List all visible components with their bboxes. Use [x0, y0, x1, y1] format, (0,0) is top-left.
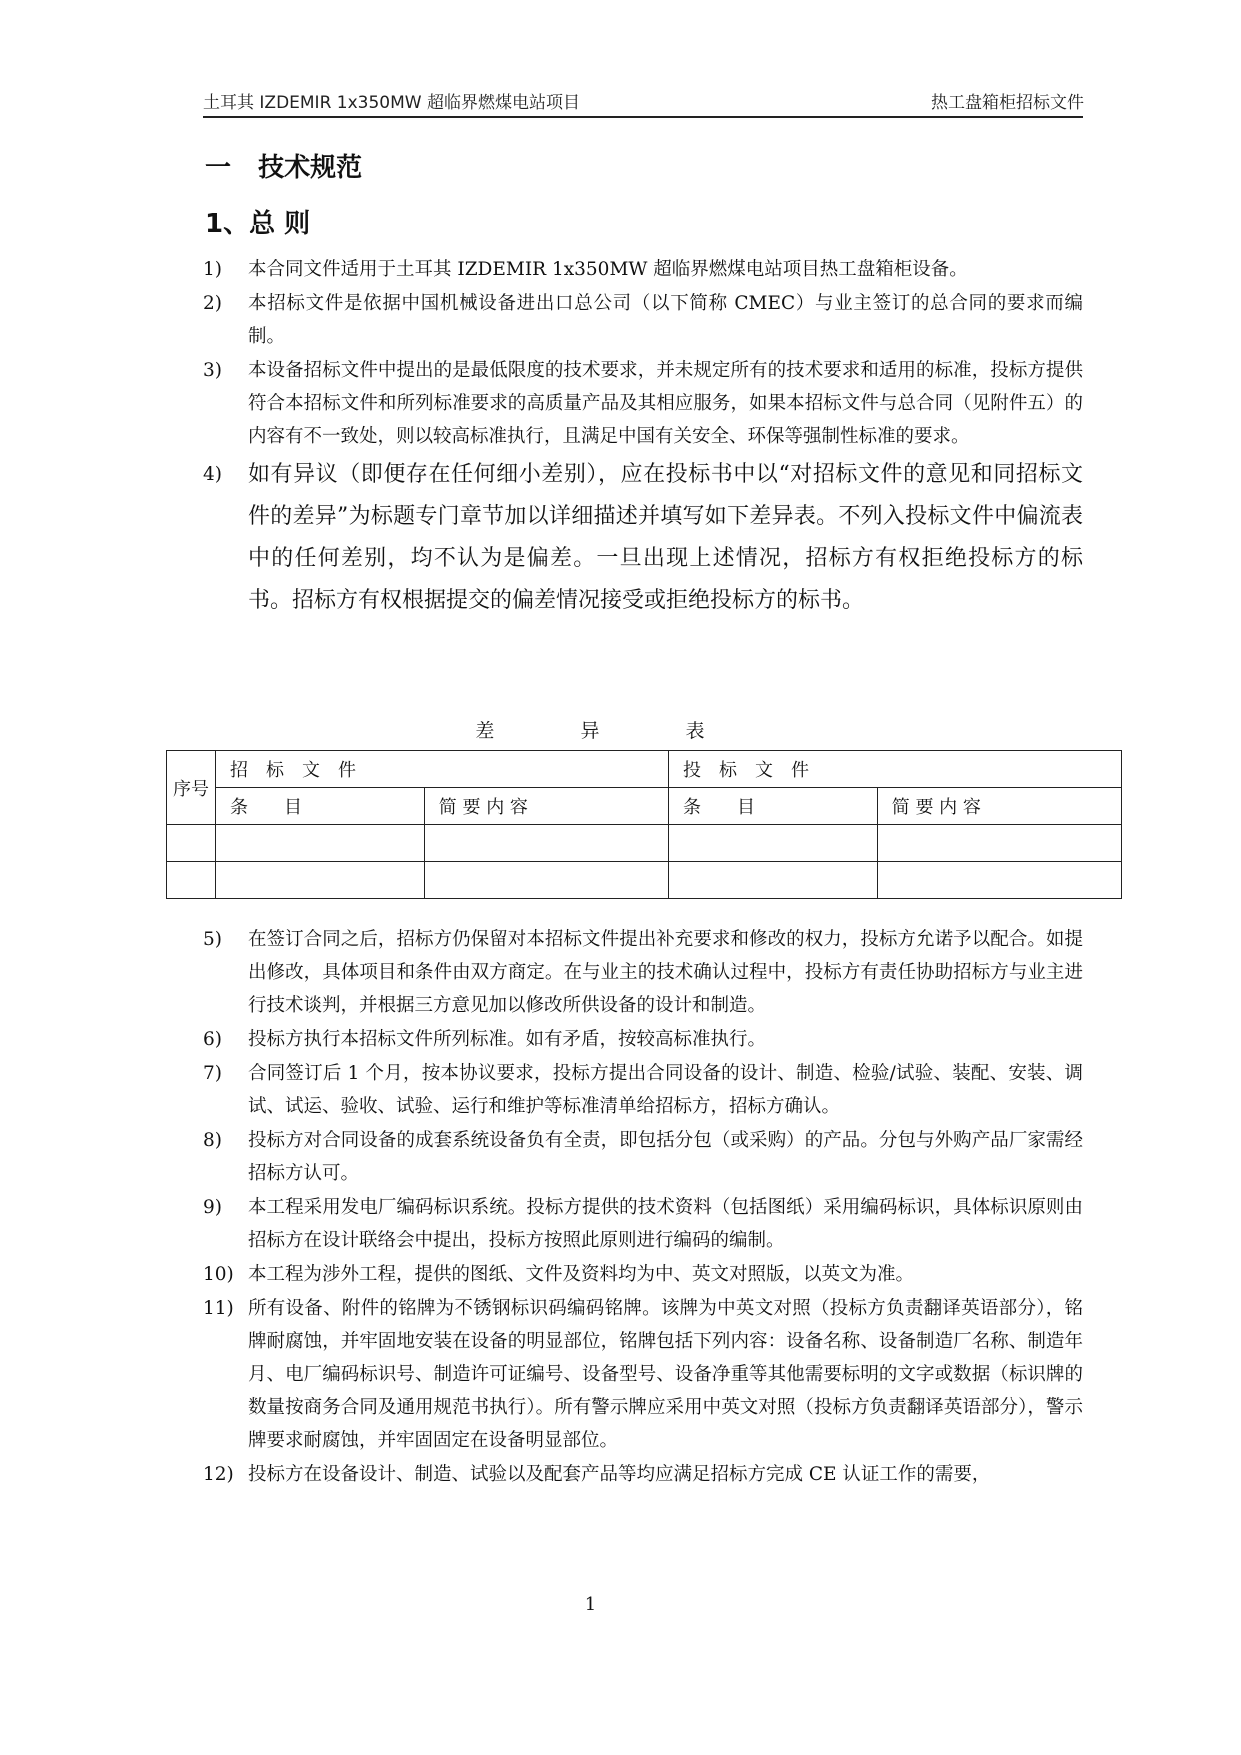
table-cell[interactable] — [167, 862, 216, 899]
table-cell[interactable] — [424, 862, 668, 899]
clause-text: 投标方在设备设计、制造、试验以及配套产品等均应满足招标方完成 CE 认证工作的需要， — [248, 1464, 991, 1485]
clause-text: 本工程采用发电厂编码标识系统。投标方提供的技术资料（包括图纸）采用编码标识，具体标识原则由招标方在设计联络会中提出，投标方按照此原则进行编码的编制。 — [248, 1197, 1083, 1251]
chapter-title: 技术规范 — [258, 153, 363, 183]
list-item — [203, 253, 1083, 286]
clause-number: 6) — [203, 1029, 222, 1050]
list-item — [203, 1023, 1083, 1056]
list-item — [203, 454, 1083, 622]
clause-number: 3) — [203, 360, 222, 381]
table-header-row — [167, 751, 1122, 788]
table-cell[interactable] — [668, 825, 877, 862]
clause-text: 合同签订后 1 个月，按本协议要求，投标方提出合同设备的设计、制造、检验/试验、装配、安装、调试、试运、验收、试验、运行和维护等标准清单给招标方，招标方确认。 — [248, 1063, 1083, 1117]
table-cell[interactable] — [877, 825, 1121, 862]
section-heading — [205, 203, 310, 240]
tender-summary-header: 简 要 内 容 — [877, 788, 1121, 825]
clause-number: 11) — [203, 1298, 234, 1319]
table-title-char: 差 — [475, 720, 495, 742]
list-item — [203, 923, 1083, 1022]
difference-table — [166, 750, 1122, 899]
clause-number: 10) — [203, 1264, 234, 1285]
table-cell[interactable] — [877, 862, 1121, 899]
table-title-char: 表 — [685, 720, 705, 742]
clause-text: 本合同文件适用于土耳其 IZDEMIR 1x350MW 超临界燃煤电站项目热工盘箱柜设备。 — [248, 259, 968, 280]
table-cell[interactable] — [216, 825, 425, 862]
list-item — [203, 354, 1083, 453]
table-cell[interactable] — [167, 825, 216, 862]
table-row — [167, 825, 1122, 862]
table-title — [0, 716, 1180, 743]
chapter-number: 一 — [205, 153, 232, 183]
clause-list-b — [203, 923, 1083, 1492]
clause-number: 7) — [203, 1063, 222, 1084]
clause-text: 投标方对合同设备的成套系统设备负有全责，即包括分包（或采购）的产品。分包与外购产品厂家需经招标方认可。 — [248, 1130, 1083, 1184]
section-number: 1、 — [205, 209, 250, 239]
tender-document-group-header: 投 标 文 件 — [668, 751, 1121, 788]
clause-number: 4) — [203, 464, 222, 485]
list-item — [203, 1292, 1083, 1457]
clause-number: 1) — [203, 259, 222, 280]
bid-item-header: 条 目 — [216, 788, 425, 825]
clause-text: 投标方执行本招标文件所列标准。如有矛盾，按较高标准执行。 — [248, 1029, 767, 1050]
table-cell[interactable] — [216, 862, 425, 899]
clause-text: 本招标文件是依据中国机械设备进出口总公司（以下简称 CMEC）与业主签订的总合同的要求而编制。 — [248, 293, 1083, 347]
clause-number: 2) — [203, 293, 222, 314]
bid-document-group-header: 招 标 文 件 — [216, 751, 669, 788]
clause-list-a — [203, 253, 1083, 623]
list-item — [203, 1191, 1083, 1257]
table-cell[interactable] — [424, 825, 668, 862]
list-item — [203, 1258, 1083, 1291]
list-item — [203, 1458, 1083, 1491]
clause-number: 12) — [203, 1464, 234, 1485]
clause-text: 如有异议（即便存在任何细小差别），应在投标书中以“对招标文件的意见和同招标文件的差异”为标题专门章节加以详细描述并填写如下差异表。不列入投标文件中偏流表中的任何差别，均不认为是偏差。一旦出现上述情况，招标方有权拒绝投标方的标书。招标方有权根据提交的偏差情况接受或拒绝投标方的标书。 — [248, 462, 1083, 613]
clause-number: 8) — [203, 1130, 222, 1151]
clause-text: 本设备招标文件中提出的是最低限度的技术要求，并未规定所有的技术要求和适用的标准，投标方提供符合本招标文件和所列标准要求的高质量产品及其相应服务，如果本招标文件与总合同（见附件五）的内容有不一致处，则以较高标准执行，且满足中国有关安全、环保等强制性标准的要求。 — [248, 360, 1083, 447]
table-subheader-row — [167, 788, 1122, 825]
header-project-title: 土耳其 IZDEMIR 1x350MW 超临界燃煤电站项目 — [203, 93, 580, 113]
page-number: 1 — [584, 1594, 597, 1615]
tender-item-header: 条 目 — [668, 788, 877, 825]
bid-summary-header: 简 要 内 容 — [424, 788, 668, 825]
seq-header: 序号 — [167, 751, 216, 825]
list-item — [203, 1124, 1083, 1190]
table-row — [167, 862, 1122, 899]
list-item — [203, 1057, 1083, 1123]
table-title-char: 异 — [580, 720, 600, 742]
list-item — [203, 287, 1083, 353]
clause-text: 本工程为涉外工程，提供的图纸、文件及资料均为中、英文对照版，以英文为准。 — [248, 1264, 915, 1285]
clause-text: 所有设备、附件的铭牌为不锈钢标识码编码铭牌。该牌为中英文对照（投标方负责翻译英语部分），铭牌耐腐蚀，并牢固地安装在设备的明显部位，铭牌包括下列内容：设备名称、设备制造厂名称、制造年月、电厂编码标识号、制造许可证编号、设备型号、设备净重等其他需要标明的文字或数据（标识牌的数量按商务合同及通用规范书执行）。所有警示牌应采用中英文对照（投标方负责翻译英语部分），警示牌要求耐腐蚀，并牢固固定在设备明显部位。 — [248, 1298, 1083, 1451]
header-document-name: 热工盘箱柜招标文件 — [931, 93, 1084, 113]
clause-text: 在签订合同之后，招标方仍保留对本招标文件提出补充要求和修改的权力，投标方允诺予以配合。如提出修改，具体项目和条件由双方商定。在与业主的技术确认过程中，投标方有责任协助招标方与业主进行技术谈判，并根据三方意见加以修改所供设备的设计和制造。 — [248, 929, 1083, 1016]
section-title: 总 则 — [249, 209, 311, 239]
header-divider — [203, 116, 1083, 118]
chapter-heading — [205, 147, 362, 184]
clause-number: 9) — [203, 1197, 222, 1218]
table-cell[interactable] — [668, 862, 877, 899]
clause-number: 5) — [203, 929, 222, 950]
